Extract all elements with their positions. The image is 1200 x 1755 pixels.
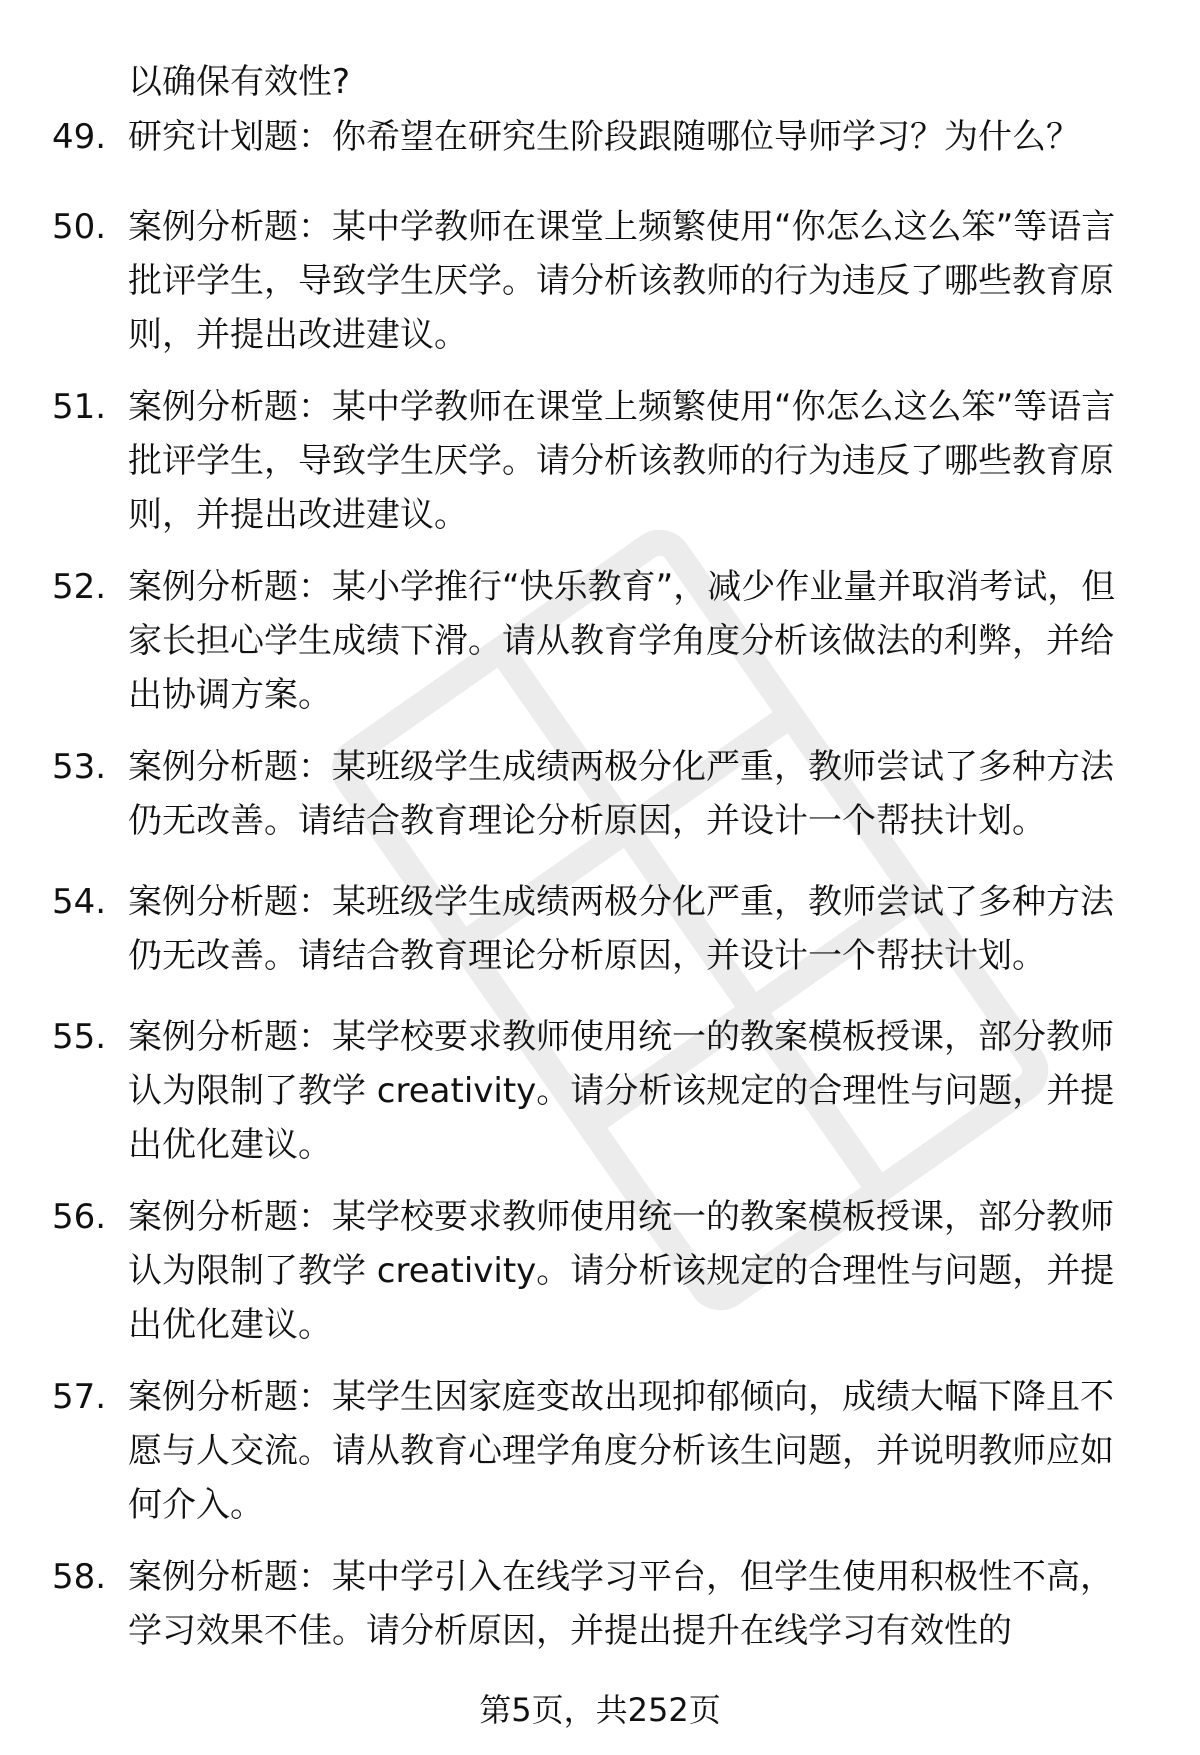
question-text: 案例分析题：某小学推行“快乐教育”，减少作业量并取消考试，但家长担心学生成绩下滑。请从教育学角度分析该做法的利弊，并给出协调方案。 — [128, 567, 1116, 715]
page-number-footer: 第5页，共252页 — [479, 1691, 721, 1729]
question-text: 案例分析题：某中学教师在课堂上频繁使用“你怎么这么笨”等语言批评学生，导致学生厌学。请分析该教师的行为违反了哪些教育原则，并提出改进建议。 — [128, 207, 1116, 355]
question-number: 55. — [52, 1017, 107, 1057]
question-number: 54. — [52, 882, 107, 922]
question-number: 50. — [52, 207, 107, 247]
question-text: 案例分析题：某中学引入在线学习平台，但学生使用积极性不高，学习效果不佳。请分析原因，并提出提升在线学习有效性的 — [128, 1557, 1114, 1651]
question-text: 案例分析题：某班级学生成绩两极分化严重，教师尝试了多种方法仍无改善。请结合教育理论分析原因，并设计一个帮扶计划。 — [128, 747, 1114, 841]
question-number: 51. — [52, 387, 107, 427]
question-number: 52. — [52, 567, 107, 607]
continuation-text: 以确保有效性? — [128, 62, 351, 102]
question-text: 案例分析题：某班级学生成绩两极分化严重，教师尝试了多种方法仍无改善。请结合教育理论分析原因，并设计一个帮扶计划。 — [128, 882, 1114, 976]
question-text: 案例分析题：某学校要求教师使用统一的教案模板授课，部分教师认为限制了教学 creativity。请分析该规定的合理性与问题，并提出优化建议。 — [128, 1017, 1115, 1165]
question-text: 研究计划题：你希望在研究生阶段跟随哪位导师学习？为什么？ — [128, 117, 1080, 157]
question-number: 49. — [52, 117, 107, 157]
question-number: 56. — [52, 1197, 107, 1237]
question-text: 案例分析题：某中学教师在课堂上频繁使用“你怎么这么笨”等语言批评学生，导致学生厌学。请分析该教师的行为违反了哪些教育原则，并提出改进建议。 — [128, 387, 1116, 535]
question-text: 案例分析题：某学校要求教师使用统一的教案模板授课，部分教师认为限制了教学 creativity。请分析该规定的合理性与问题，并提出优化建议。 — [128, 1197, 1115, 1345]
question-number: 53. — [52, 747, 107, 787]
question-number: 58. — [52, 1557, 107, 1597]
question-text: 案例分析题：某学生因家庭变故出现抑郁倾向，成绩大幅下降且不愿与人交流。请从教育心理学角度分析该生问题，并说明教师应如何介入。 — [128, 1377, 1114, 1525]
question-number: 57. — [52, 1377, 107, 1417]
